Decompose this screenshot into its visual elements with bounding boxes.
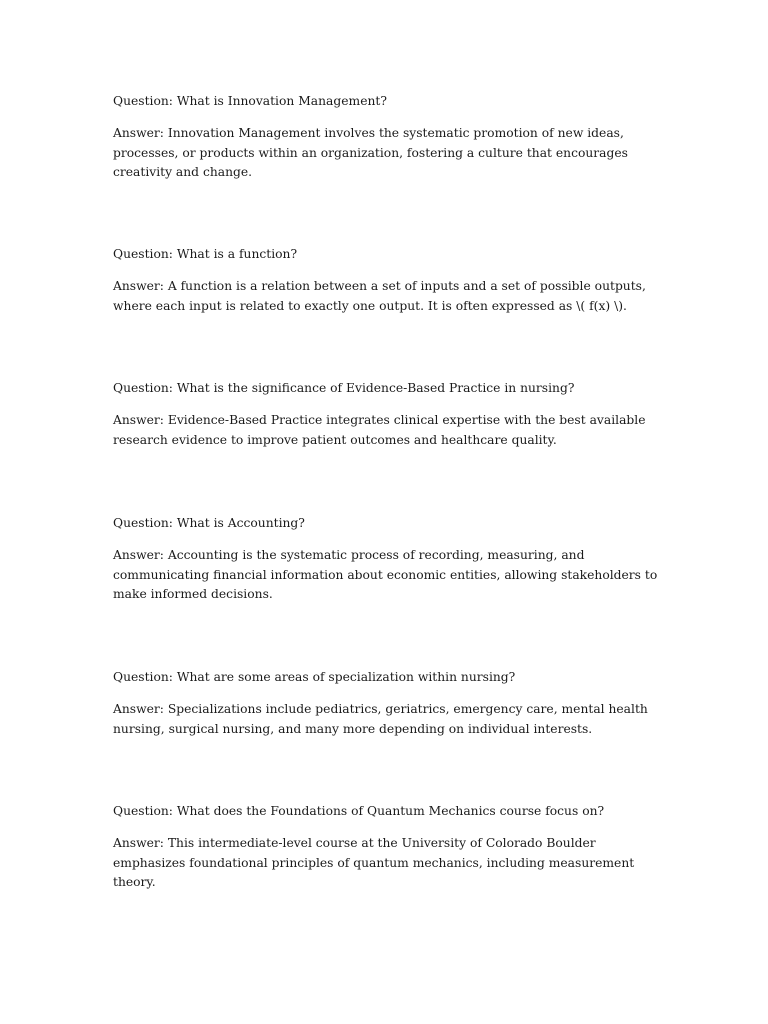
qa-item [113,514,658,605]
answer-text: Answer: Accounting is the systematic process of recording, measuring, and communicating financial information about economic entities, allowing stakeholders to make informed decisions. [113,548,658,601]
question-text: Question: What is the significance of Evidence-Based Practice in nursing? [113,381,575,395]
question-text: Question: What is Accounting? [113,516,305,530]
question-text: Question: What is Innovation Management? [113,94,387,108]
question-text: Question: What are some areas of specialization within nursing? [113,670,516,684]
question-text: Question: What does the Foundations of Quantum Mechanics course focus on? [113,804,605,818]
qa-item [113,802,658,893]
qa-item [113,245,658,316]
answer-text: Answer: This intermediate-level course at the University of Colorado Boulder emphasizes foundational principles of quantum mechanics, including measurement theory. [113,836,635,889]
answer-text: Answer: Innovation Management involves the systematic promotion of new ideas, processes, or products within an organization, fostering a culture that encourages creativity and change. [113,126,628,179]
answer-text: Answer: A function is a relation between a set of inputs and a set of possible outputs, where each input is related to exactly one output. It is often expressed as \( f(x) \). [113,279,646,313]
qa-item [113,379,658,450]
qa-item [113,92,658,183]
question-text: Question: What is a function? [113,247,298,261]
qa-item [113,668,658,739]
answer-text: Answer: Specializations include pediatrics, geriatrics, emergency care, mental health nursing, surgical nursing, and many more depending on individual interests. [113,702,648,736]
answer-text: Answer: Evidence-Based Practice integrates clinical expertise with the best available research evidence to improve patient outcomes and healthcare quality. [113,413,646,447]
